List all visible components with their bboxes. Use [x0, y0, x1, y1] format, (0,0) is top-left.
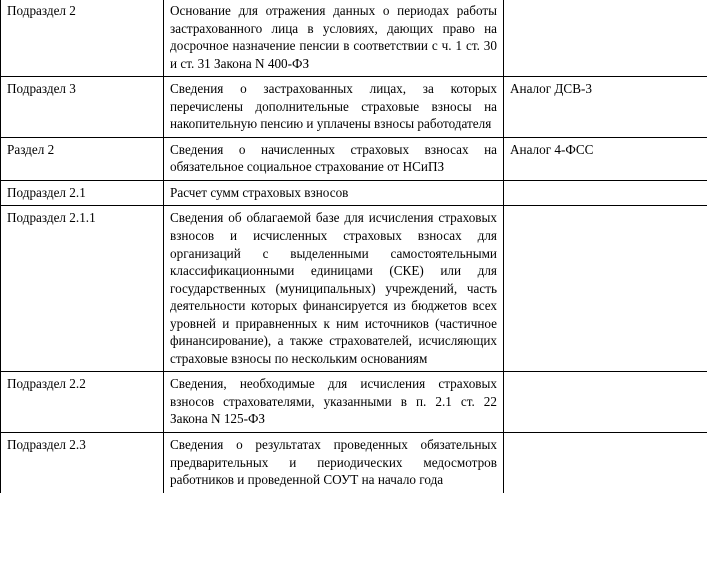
row-description: Основание для отражения данных о периодах работы застрахованного лица в условиях, дающих право на досрочное назначение пенсии в соответствии с ч. 1 ст. 30 и ст. 31 Закона N 400-ФЗ [164, 0, 504, 77]
row-section: Подраздел 2.1.1 [1, 206, 164, 372]
row-section: Подраздел 2 [1, 0, 164, 77]
table-row [1, 137, 707, 180]
row-description: Сведения о результатах проведенных обязательных предварительных и периодических медосмотров работников и проведенной СОУТ на начало года [164, 433, 504, 493]
row-analog [504, 372, 707, 433]
row-description: Расчет сумм страховых взносов [164, 180, 504, 206]
row-description: Сведения о застрахованных лицах, за которых перечислены дополнительные страховые взносы на накопительную пенсию и уплачены взносы работодателя [164, 77, 504, 138]
row-section: Подраздел 2.3 [1, 433, 164, 493]
table-row [1, 180, 707, 206]
table-row [1, 433, 707, 493]
row-description: Сведения об облагаемой базе для исчисления страховых взносов и исчисленных страховых взносах для организаций с выделенными самостоятельными классификационными единицами (СКЕ) или для государственных (муниципальных) учреждений, часть деятельности которых финансируется из бюджетов всех уровней и приравненных к ним источников (частичное финансирование), а также страхователей, исчисляющих страховые взносы по нескольким основаниям [164, 206, 504, 372]
row-section: Раздел 2 [1, 137, 164, 180]
row-description: Сведения, необходимые для исчисления страховых взносов страхователями, указанными в п. 2.1 ст. 22 Закона N 125-ФЗ [164, 372, 504, 433]
table-row [1, 372, 707, 433]
row-section: Подраздел 2.2 [1, 372, 164, 433]
row-analog [504, 206, 707, 372]
table-row [1, 206, 707, 372]
row-analog [504, 180, 707, 206]
row-analog: Аналог ДСВ-3 [504, 77, 707, 138]
row-analog [504, 0, 707, 77]
row-section: Подраздел 3 [1, 77, 164, 138]
row-analog: Аналог 4-ФСС [504, 137, 707, 180]
row-analog [504, 433, 707, 493]
table-body [1, 0, 707, 493]
table-row [1, 0, 707, 77]
table-row [1, 77, 707, 138]
row-description: Сведения о начисленных страховых взносах на обязательное социальное страхование от НСиПЗ [164, 137, 504, 180]
row-section: Подраздел 2.1 [1, 180, 164, 206]
